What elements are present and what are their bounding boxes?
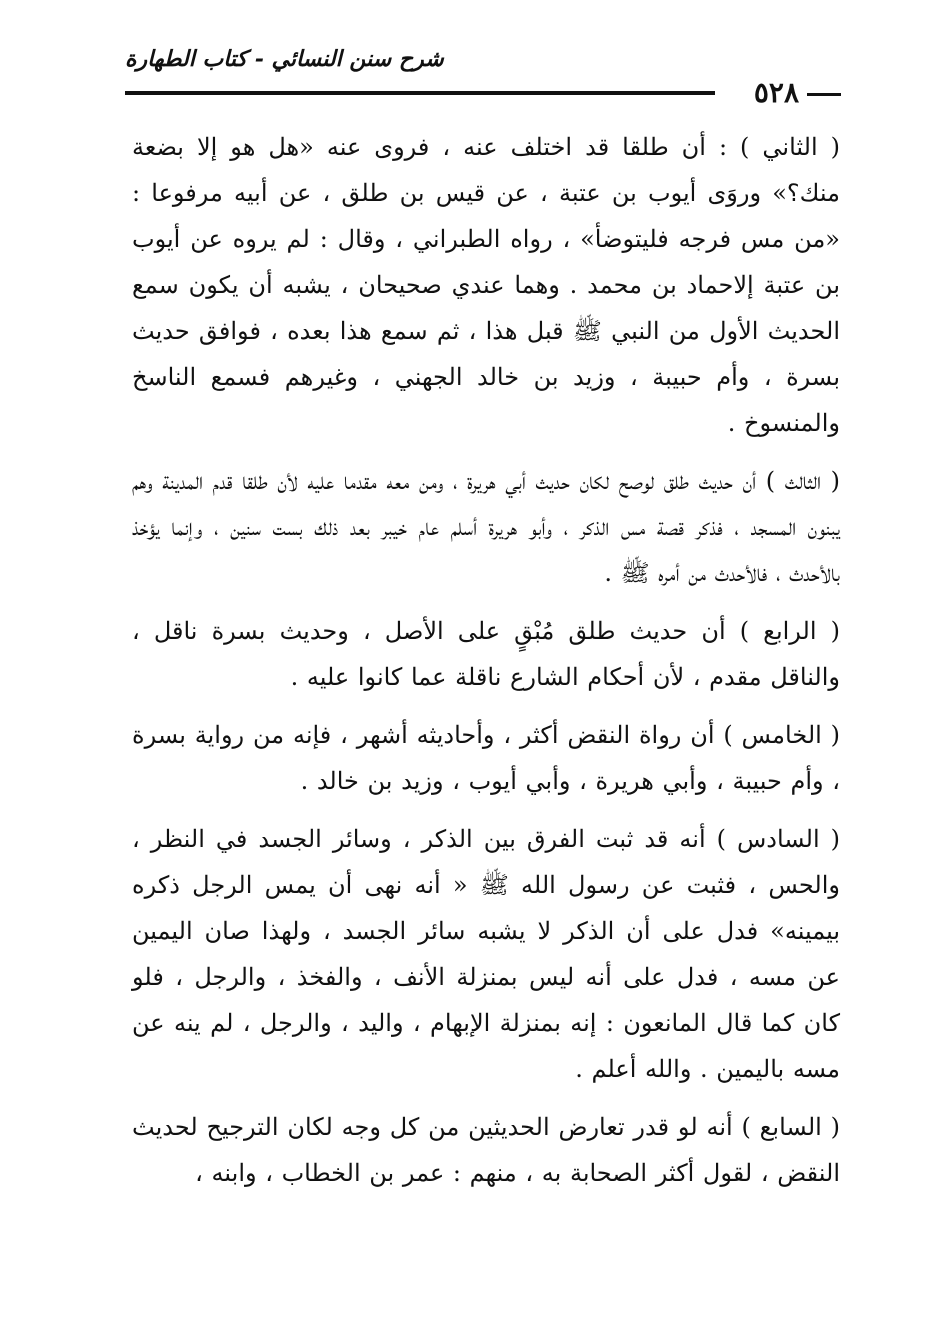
paragraph-fourth-point: ( الرابع ) أن حديث طلق مُبْقٍ على الأصل ، وحديث بسرة ناقل ، والناقل مقدم ، لأن أحكام الشارع ناقلة عما كانوا عليه . xyxy=(132,617,840,691)
paragraph-second-point: ( الثاني ) : أن طلقا قد اختلف عنه ، فروى عنه «هل هو إلا بضعة منك؟» وروَى أيوب بن عتبة ، عن قيس بن طلق ، عن أبيه مرفوعا : «من مس فرجه فليتوضأ» ، رواه الطبراني ، وقال : لم يروه عن أيوب بن عتبة إلاحماد بن محمد . وهما عندي صحيحان ، يشبه أن يكون سمع الحديث الأول من النبي ﷺ قبل هذا ، ثم سمع هذا بعده ، فوافق حديث بسرة ، وأم حبيبة ، وزيد بن خالد الجهني ، وغيرهم فسمع الناسخ والمنسوخ . xyxy=(132,133,841,437)
running-title: شرح سنن النسائي - كتاب الطهارة xyxy=(125,46,444,72)
paragraph-fifth-point: ( الخامس ) أن رواة النقض أكثر ، وأحاديثه أشهر ، فإنه من رواية بسرة ، وأم حبيبة ، وأبي هريرة ، وأبي أيوب ، وزيد بن خالد . xyxy=(132,721,840,795)
paragraph-third-point: ( الثالث ) أن حديث طلق لوصح لكان حديث أبي هريرة ، ومن معه مقدما عليه لأن طلقا قدم المدينة وهم يبنون المسجد ، فذكر قصة مس الذكر ، وأبو هريرة أسلم عام خيبر بعد ذلك بست سنين ، وإنما يؤخذ بالأحدث ، فالأحدث من أمره ﷺ . xyxy=(132,467,840,587)
paragraph-seventh-point: ( السابع ) أنه لو قدر تعارض الحديثين من كل وجه لكان الترجيح لحديث النقض ، لقول أكثر الصحابة به ، منهم : عمر بن الخطاب ، وابنه ، xyxy=(132,1113,840,1187)
main-text xyxy=(132,124,840,1196)
header-rule xyxy=(125,91,715,95)
page-number-dash xyxy=(807,93,841,96)
page-number: ٥٢٨ xyxy=(753,76,799,109)
paragraph-sixth-point: ( السادس ) أنه قد ثبت الفرق بين الذكر ، وسائر الجسد في النظر ، والحس ، فثبت عن رسول الله ﷺ « أنه نهى أن يمس الرجل ذكره بيمينه» فدل على أن الذكر لا يشبه سائر الجسد ، ولهذا صان اليمين عن مسه ، فدل على أنه ليس بمنزلة الأنف ، والفخذ ، والرجل ، فلو كان كما قال المانعون : إنه بمنزلة الإبهام ، واليد ، والرجل ، لم ينه عن مسه باليمين . والله أعلم . xyxy=(132,825,840,1083)
page-header xyxy=(125,46,841,108)
